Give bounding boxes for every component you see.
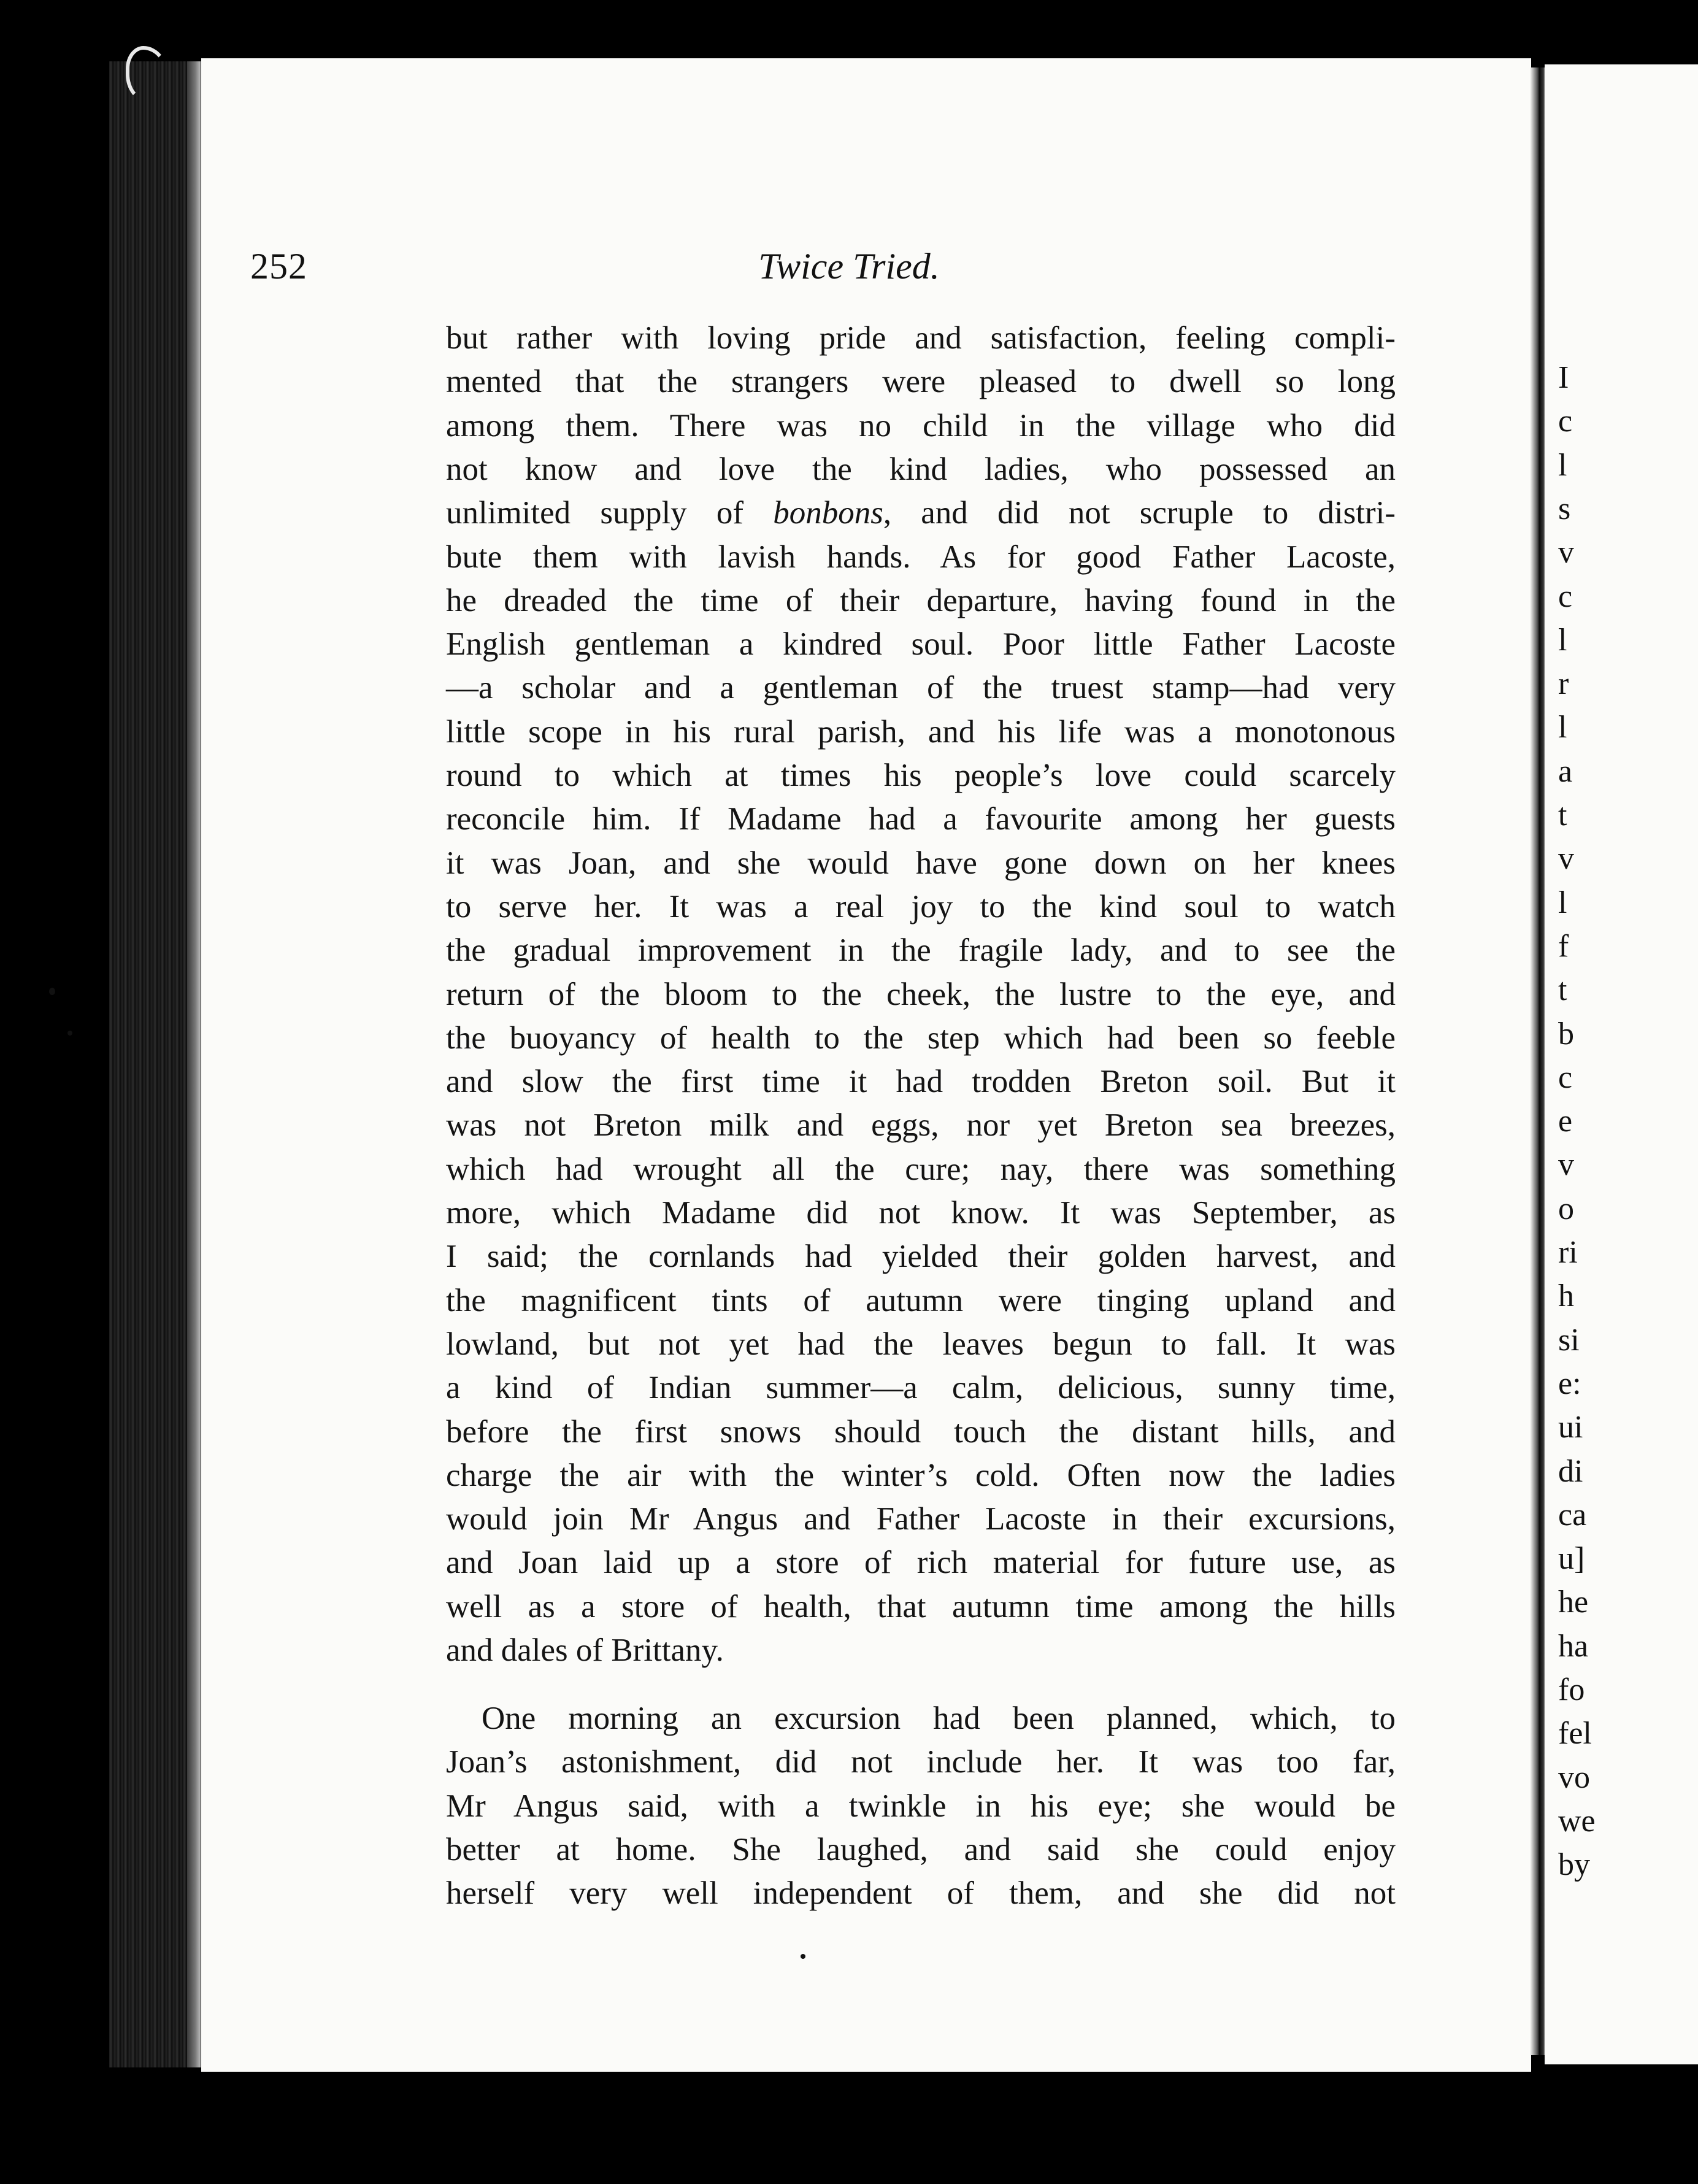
text-line: Joan’s astonishment, did not include her. It was too far,	[446, 1744, 1396, 1780]
text-line: little scope in his rural parish, and his life was a monotonous	[446, 713, 1396, 750]
right-page-fragment: l	[1558, 447, 1567, 483]
right-page-fragment: r	[1558, 666, 1569, 702]
right-page-fragment: fel	[1558, 1716, 1592, 1751]
text-line: to serve her. It was a real joy to the kind soul to watch	[446, 888, 1396, 925]
text-line: herself very well independent of them, and she did not	[446, 1875, 1396, 1912]
right-page-fragment: t	[1558, 798, 1567, 832]
right-page-fragment: f	[1558, 928, 1569, 964]
text-line: mented that the strangers were pleased to dwell so long	[446, 364, 1396, 400]
right-page-fragment: u]	[1558, 1541, 1585, 1577]
right-page-fragment: si	[1558, 1322, 1580, 1358]
right-page-fragment: v	[1558, 1147, 1574, 1183]
text-line: well as a store of health, that autumn time among the hills	[446, 1588, 1396, 1625]
text-line: I said; the cornlands had yielded their golden harvest, and	[446, 1239, 1396, 1275]
print-speck	[49, 988, 55, 995]
text-line: among them. There was no child in the village who did	[446, 407, 1396, 444]
right-page-fragment: h	[1558, 1278, 1574, 1314]
text-line: Mr Angus said, with a twinkle in his eye; she would be	[446, 1788, 1396, 1824]
text-line: round to which at times his people’s love could scarcely	[446, 758, 1396, 793]
page-header	[0, 245, 1698, 288]
text-line: he dreaded the time of their departure, having found in the	[446, 582, 1396, 618]
text-line: not know and love the kind ladies, who possessed an	[446, 451, 1396, 487]
right-page-fragment: vo	[1558, 1759, 1590, 1795]
right-page-fragment: l	[1558, 622, 1567, 658]
right-page-fragment: v	[1558, 841, 1574, 877]
print-speck	[67, 1031, 72, 1036]
right-page-fragment: b	[1558, 1016, 1574, 1052]
right-page-fragment: fo	[1558, 1672, 1585, 1707]
text-line: bute them with lavish hands. As for good Father Lacoste,	[446, 539, 1396, 575]
text-line: the magnificent tints of autumn were tinging upland and	[446, 1282, 1396, 1318]
text-line: unlimited supply of bonbons, and did not scruple to distri-	[446, 495, 1396, 531]
text-line: charge the air with the winter’s cold. Often now the ladies	[446, 1457, 1396, 1493]
text-line: return of the bloom to the cheek, the lustre to the eye, and	[446, 976, 1396, 1012]
right-page-fragment: c	[1558, 404, 1573, 439]
right-page-fragment: c	[1558, 579, 1573, 614]
right-page-fragment: ui	[1558, 1410, 1583, 1445]
text-line: —a scholar and a gentleman of the truest stamp—had very	[446, 670, 1396, 706]
right-page-fragment: ri	[1558, 1235, 1578, 1270]
page-edge-highlight	[187, 61, 201, 2067]
right-page-fragment: t	[1558, 972, 1567, 1008]
right-page-fragment: o	[1558, 1191, 1574, 1226]
book-gutter	[1530, 67, 1546, 2055]
text-line: which had wrought all the cure; nay, there was something	[446, 1151, 1396, 1187]
text-line: and Joan laid up a store of rich material for future use, as	[446, 1545, 1396, 1581]
running-title: Twice Tried.	[758, 246, 940, 286]
right-page-fragment: he	[1558, 1585, 1589, 1620]
print-speck	[801, 1954, 805, 1959]
right-page-fragment: e:	[1558, 1366, 1581, 1401]
text-line: before the first snows should touch the distant hills, and	[446, 1413, 1396, 1450]
right-page-fragment: ha	[1558, 1628, 1589, 1664]
right-page-fragment: a	[1558, 753, 1573, 789]
right-page-fragment: v	[1558, 535, 1574, 571]
text-line: a kind of Indian summer—a calm, delicious, sunny time,	[446, 1370, 1396, 1406]
text-line: One morning an excursion had been planned, which, to	[482, 1701, 1396, 1736]
right-page-fragment: c	[1558, 1059, 1573, 1095]
right-page-fragment: l	[1558, 710, 1567, 745]
corner-mark	[126, 46, 170, 102]
text-line: but rather with loving pride and satisfaction, feeling compli-	[446, 320, 1396, 356]
right-page-fragment: s	[1558, 491, 1571, 526]
text-line: English gentleman a kindred soul. Poor little Father Lacoste	[446, 626, 1396, 663]
right-page-fragment: we	[1558, 1803, 1596, 1839]
right-page-fragment: e	[1558, 1104, 1573, 1139]
text-line: it was Joan, and she would have gone down on her knees	[446, 845, 1396, 881]
text-line: would join Mr Angus and Father Lacoste in their excursions,	[446, 1501, 1396, 1537]
text-line: better at home. She laughed, and said she could enjoy	[446, 1831, 1396, 1867]
right-page-fragment: di	[1558, 1453, 1583, 1489]
text-line: and dales of Brittany.	[446, 1632, 724, 1668]
right-page-fragment: l	[1558, 885, 1567, 920]
text-line: reconcile him. If Madame had a favourite among her guests	[446, 801, 1396, 837]
right-page-fragment: by	[1558, 1847, 1590, 1883]
text-line: more, which Madame did not know. It was September, as	[446, 1195, 1396, 1231]
text-line: was not Breton milk and eggs, nor yet Breton sea breezes,	[446, 1107, 1396, 1144]
page-number: 252	[250, 246, 307, 286]
text-line: and slow the first time it had trodden Breton soil. But it	[446, 1064, 1396, 1100]
text-line: lowland, but not yet had the leaves begun to fall. It was	[446, 1326, 1396, 1362]
right-page-fragment: I	[1558, 360, 1569, 395]
text-line: the buoyancy of health to the step which had been so feeble	[446, 1020, 1396, 1056]
right-page-fragment: ca	[1558, 1497, 1587, 1532]
text-line: the gradual improvement in the fragile lady, and to see the	[446, 932, 1396, 969]
